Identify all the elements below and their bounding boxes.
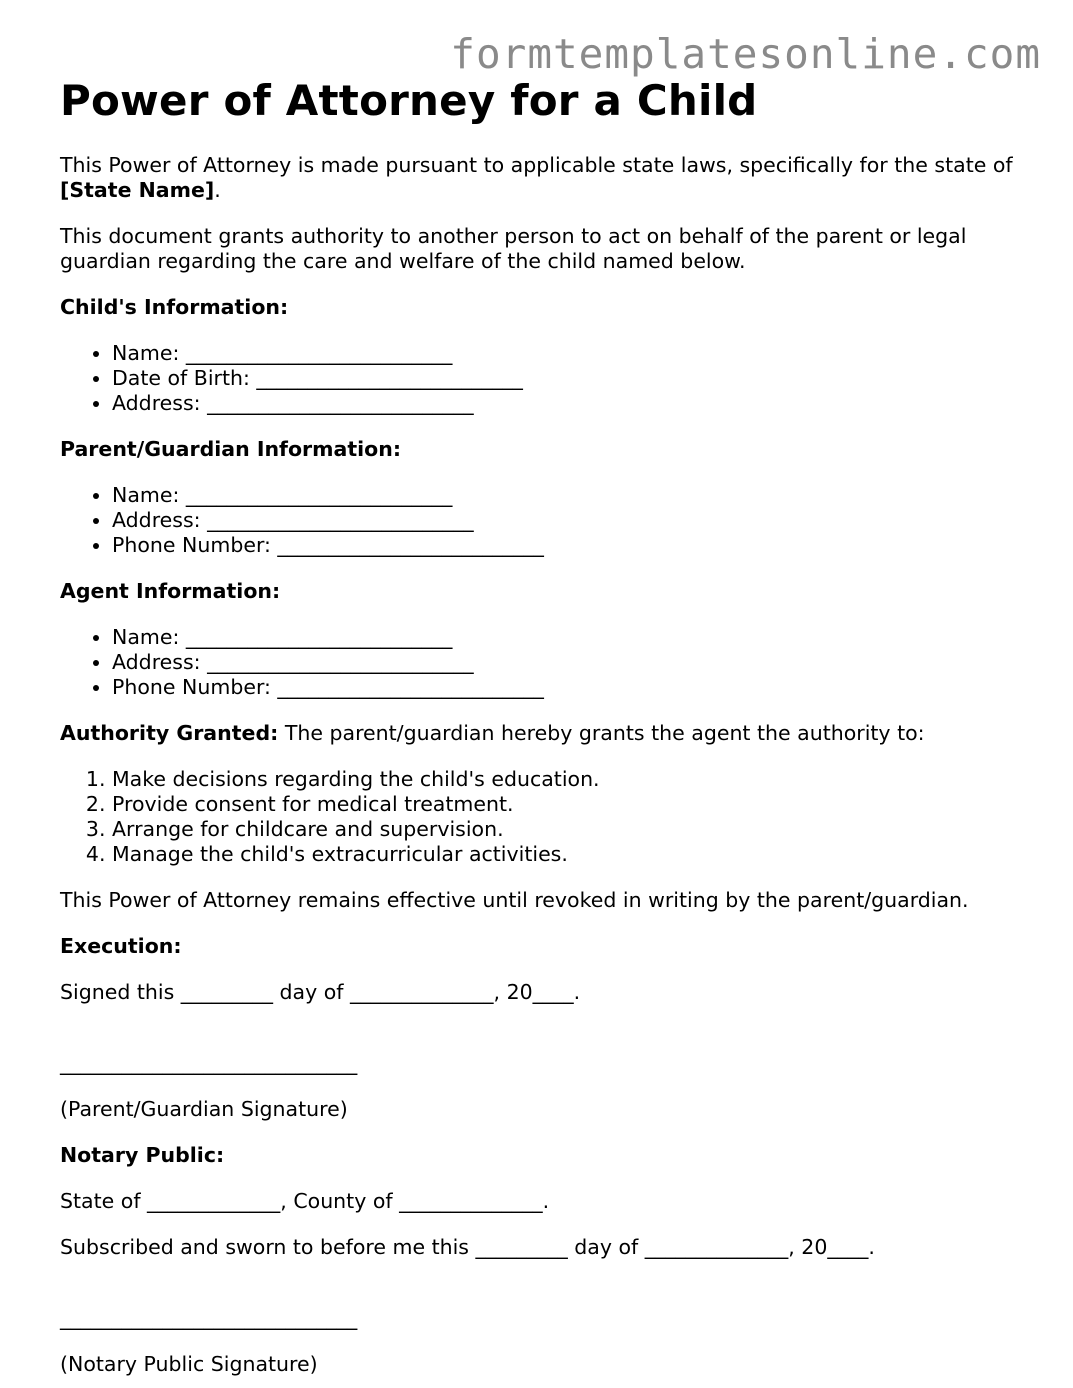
authority-item: 2. Provide consent for medical treatment. [112,792,1020,817]
agent-phone-field: • Phone Number: __________________________ [112,675,1020,700]
parent-address-field: • Address: __________________________ [112,508,1020,533]
authority-item: 1. Make decisions regarding the child's education. [112,767,1020,792]
notary-state-county: State of _____________, County of ______________. [60,1189,550,1214]
notary-heading: Notary Public: [60,1143,225,1168]
authority-text: The parent/guardian hereby grants the agent the authority to: [278,721,925,746]
state-name-placeholder: [State Name] [60,178,215,203]
parent-info-list [60,483,1020,558]
parent-signature-label: (Parent/Guardian Signature) [60,1097,348,1122]
notary-signature-label: (Notary Public Signature) [60,1352,318,1377]
authority-item: 3. Arrange for childcare and supervision. [112,817,1020,842]
document-title: Power of Attorney for a Child [60,76,758,125]
authority-list [60,767,1020,867]
agent-name-field: • Name: __________________________ [112,625,1020,650]
agent-address-field: • Address: __________________________ [112,650,1020,675]
parent-phone-field: • Phone Number: __________________________ [112,533,1020,558]
effective-clause: This Power of Attorney remains effective until revoked in writing by the parent/guardian. [60,888,969,913]
parent-name-field: • Name: __________________________ [112,483,1020,508]
child-address-field: • Address: __________________________ [112,391,1020,416]
intro-state-prefix: This Power of Attorney is made pursuant to applicable state laws, specifically for the state of [60,153,1013,178]
intro-state-suffix: . [214,178,221,203]
intro-purpose-paragraph: This document grants authority to another person to act on behalf of the parent or legal guardian regarding the care and welfare of the child named below. [60,224,967,274]
parent-info-heading: Parent/Guardian Information: [60,437,402,462]
notary-sworn-line: Subscribed and sworn to before me this _________ day of ______________, 20____. [60,1235,875,1260]
child-info-heading: Child's Information: [60,295,289,320]
watermark: formtemplatesonline.com [450,30,1041,78]
execution-heading: Execution: [60,934,182,959]
execution-signed-line: Signed this _________ day of ______________, 20____. [60,980,581,1005]
child-dob-field: • Date of Birth: __________________________ [112,366,1020,391]
authority-paragraph [60,721,1020,746]
agent-info-heading: Agent Information: [60,579,281,604]
child-name-field: • Name: __________________________ [112,341,1020,366]
authority-label: Authority Granted: [60,721,279,746]
authority-item: 4. Manage the child's extracurricular activities. [112,842,1020,867]
document-page [60,78,1020,1377]
child-info-list [60,341,1020,416]
intro-state-paragraph [60,153,1020,203]
notary-signature-line: _____________________________ [60,1306,358,1331]
parent-signature-line: _____________________________ [60,1051,358,1076]
agent-info-list [60,625,1020,700]
